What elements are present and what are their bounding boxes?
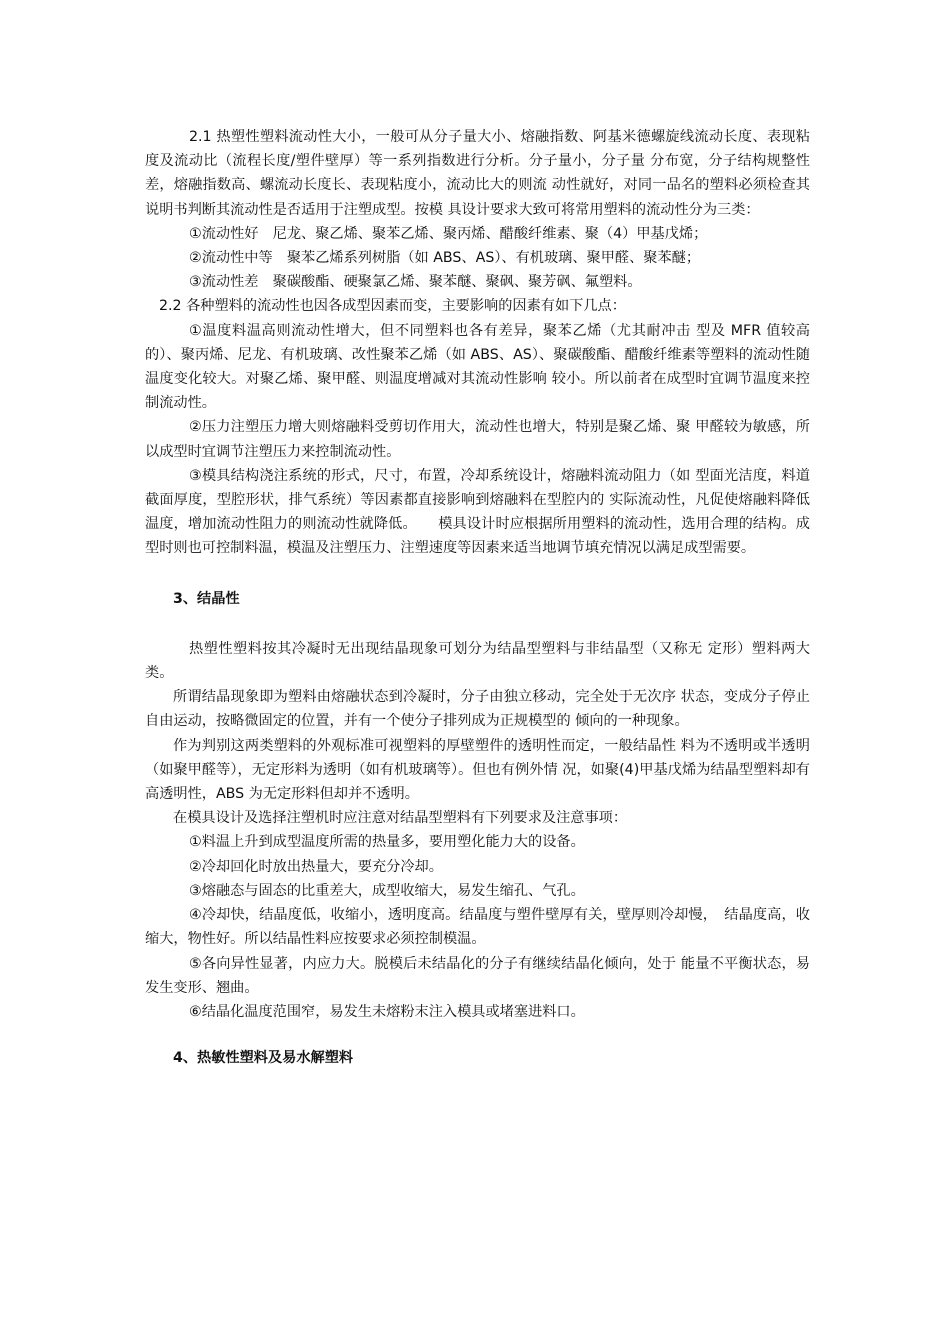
list-item-flow-poor: ③流动性差 聚碳酸酯、硬聚氯乙烯、聚苯醚、聚砜、聚芳砜、氟塑料。: [189, 274, 642, 291]
list-item-flow-medium: ②流动性中等 聚苯乙烯系列树脂（如 ABS、AS）、有机玻璃、聚甲醛、聚苯醚；: [189, 250, 701, 267]
paragraph-crystal-intro: 热塑性塑料按其冷凝时无出现结晶现象可划分为结晶型塑料与非结晶型（又称无 定形）塑料两大类。: [145, 640, 810, 682]
factor-temperature: ①温度料温高则流动性增大，但不同塑料也各有差异，聚苯乙烯（尤其耐冲击 型及 MFR 值较高的）、聚丙烯、尼龙、有机玻璃、改性聚苯乙烯（如 ABS、AS）、聚碳酸酯、醋酸纤维素等塑料的流动性随温度变化较大。对聚乙烯、聚甲醛、则温度增减对其流动性影响 较小。所以前者在成型时宜调节温度来控制流动性。: [145, 322, 810, 412]
factor-mold-structure: ③模具结构浇注系统的形式，尺寸，布置，冷却系统设计，熔融料流动阻力（如 型面光洁度，料道截面厚度，型腔形状，排气系统）等因素都直接影响到熔融料在型腔内的 实际流动性，凡促使熔融料降低温度，增加流动性阻力的则流动性就降低。 模具设计时应根据所用塑料的流动性，选用合理的结构。成型时则也可控制料温，模温及注塑压力、注塑速度等因素来适当地调节填充情况以满足成型需要。: [145, 467, 810, 557]
document-page: [145, 125, 810, 1096]
crystal-item-6: ⑥结晶化温度范围窄，易发生未熔粉末注入模具或堵塞进料口。: [189, 1003, 585, 1020]
paragraph-crystal-criteria: 作为判别这两类塑料的外观标准可视塑料的厚壁塑件的透明性而定，一般结晶性 料为不透明或半透明（如聚甲醛等），无定形料为透明（如有机玻璃等）。但也有例外情 况，如聚(4)甲基戊烯为结晶型塑料却有高透明性，ABS 为无定形料但却并不透明。: [145, 737, 810, 803]
crystal-item-1: ①料温上升到成型温度所需的热量多，要用塑化能力大的设备。: [189, 834, 585, 851]
heading-heat-sensitive: 4、热敏性塑料及易水解塑料: [173, 1050, 354, 1067]
crystal-item-3: ③熔融态与固态的比重差大，成型收缩大，易发生缩孔、气孔。: [189, 882, 585, 899]
crystal-item-4: ④冷却快，结晶度低，收缩小，透明度高。结晶度与塑件壁厚有关，壁厚则冷却慢， 结晶度高，收缩大，物性好。所以结晶性料应按要求必须控制模温。: [145, 907, 810, 948]
crystal-item-5: ⑤各向异性显著，内应力大。脱模后未结晶化的分子有继续结晶化倾向，处于 能量不平衡状态，易发生变形、翘曲。: [145, 955, 810, 996]
paragraph-crystal-requirements: 在模具设计及选择注塑机时应注意对结晶型塑料有下列要求及注意事项：: [173, 810, 628, 827]
crystal-item-2: ②冷却回化时放出热量大，要充分冷却。: [189, 858, 443, 875]
factor-pressure: ②压力注塑压力增大则熔融料受剪切作用大，流动性也增大，特别是聚乙烯、聚 甲醛较为敏感，所以成型时宜调节注塑压力来控制流动性。: [145, 419, 810, 460]
paragraph-flow-2-2: 2.2 各种塑料的流动性也因各成型因素而变，主要影响的因素有如下几点：: [159, 298, 626, 315]
heading-crystallinity: 3、结晶性: [173, 590, 240, 607]
paragraph-crystal-definition: 所谓结晶现象即为塑料由熔融状态到冷凝时，分子由独立移动，完全处于无次序 状态，变成分子停止自由运动，按略微固定的位置，并有一个使分子排列成为正规模型的 倾向的一种现象。: [145, 689, 810, 730]
list-item-flow-good: ①流动性好 尼龙、聚乙烯、聚苯乙烯、聚丙烯、醋酸纤维素、聚（4）甲基戊烯；: [189, 225, 708, 242]
paragraph-flow-2-1: 2.1 热塑性塑料流动性大小，一般可从分子量大小、熔融指数、阿基米德螺旋线流动长度、表现粘度及流动比（流程长度/塑件壁厚）等一系列指数进行分析。分子量小，分子量 分布宽，分子结构规整性差，熔融指数高、螺流动长度长、表现粘度小，流动比大的则流 动性就好，对同一品名的塑料必须检查其说明书判断其流动性是否适用于注塑成型。按模 具设计要求大致可将常用塑料的流动性分为三类：: [145, 129, 810, 218]
